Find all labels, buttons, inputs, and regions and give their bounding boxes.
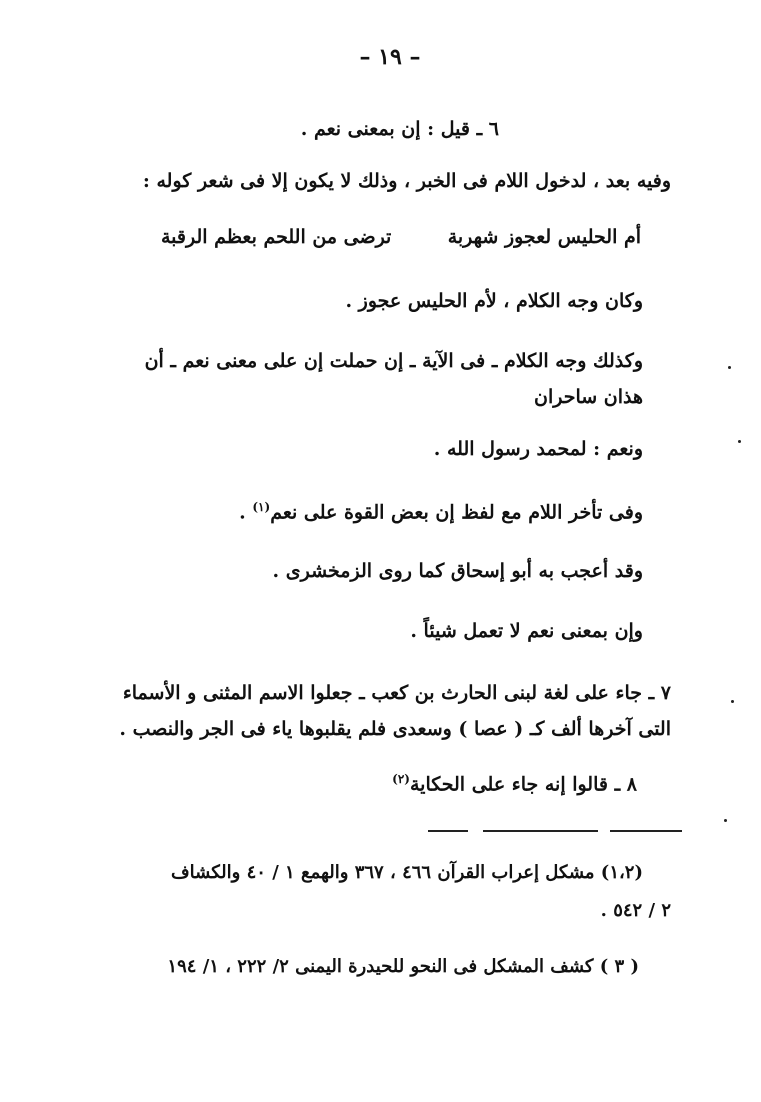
item-7-line-2: التى آخرها ألف كـ ( عصا ) وسعدى فلم يقلبوها ياء فى الجر والنصب .	[119, 718, 671, 740]
body-line-7-text: وفى تأخر اللام مع لفظ إن بعض القوة على نعم	[270, 501, 643, 524]
margin-speck	[724, 819, 727, 822]
margin-speck	[728, 366, 731, 369]
item-7-line: ٧ ـ جاء على لغة لبنى الحارث بن كعب ـ جعلوا الاسم المثنى و الأسماء	[122, 682, 671, 704]
verse-second-hemistich: ترضى من اللحم بعظم الرقبة	[161, 226, 392, 248]
item-6-line: ٦ ـ قيل : إن بمعنى نعم .	[300, 118, 499, 140]
item-8-text: ٨ ـ قالوا إنه جاء على الحكاية	[409, 773, 637, 796]
footnote-1-continued: ٢ / ٥٤٢ .	[600, 900, 671, 921]
body-line-5: هذان ساحران	[533, 386, 643, 408]
footnote-2: ( ٣ ) كشف المشكل فى النحو للحيدرة اليمنى ٢/ ٢٢٢ ، ١/ ١٩٤	[167, 956, 639, 977]
item-8-line	[392, 772, 637, 796]
footnote-ref-1: (١)	[252, 500, 271, 514]
margin-speck	[731, 700, 734, 703]
footnote-1: (١،٢) مشكل إعراب القرآن ٤٦٦ ، ٣٦٧ والهمع ١ / ٤٠ والكشاف	[171, 862, 643, 883]
body-line-6: ونعم : لمحمد رسول الله .	[433, 438, 643, 460]
body-line-3: وكان وجه الكلام ، لأم الحليس عجوز .	[345, 290, 643, 312]
footnote-ref-2: (٢)	[392, 772, 410, 786]
page-number: – ١٩ –	[359, 44, 421, 70]
body-line-4: وكذلك وجه الكلام ـ فى الآية ـ إن حملت إن على معنى نعم ـ أن	[144, 350, 643, 372]
body-line-2: وفيه بعد ، لدخول اللام فى الخبر ، وذلك لا يكون إلا فى شعر كوله :	[142, 170, 671, 192]
footnote-rule-mid	[483, 830, 598, 832]
body-line-9: وإن بمعنى نعم لا تعمل شيئاً .	[410, 620, 643, 642]
body-line-8: وقد أعجب به أبو إسحاق كما روى الزمخشرى .	[272, 560, 643, 582]
poetry-verse	[161, 226, 641, 248]
footnote-rule-right	[610, 830, 682, 832]
margin-speck	[738, 440, 741, 443]
footnote-rule-left	[428, 830, 468, 832]
body-line-7	[239, 500, 643, 524]
body-line-7-end: .	[239, 501, 253, 524]
verse-first-hemistich: أم الحليس لعجوز شهربة	[447, 226, 641, 248]
